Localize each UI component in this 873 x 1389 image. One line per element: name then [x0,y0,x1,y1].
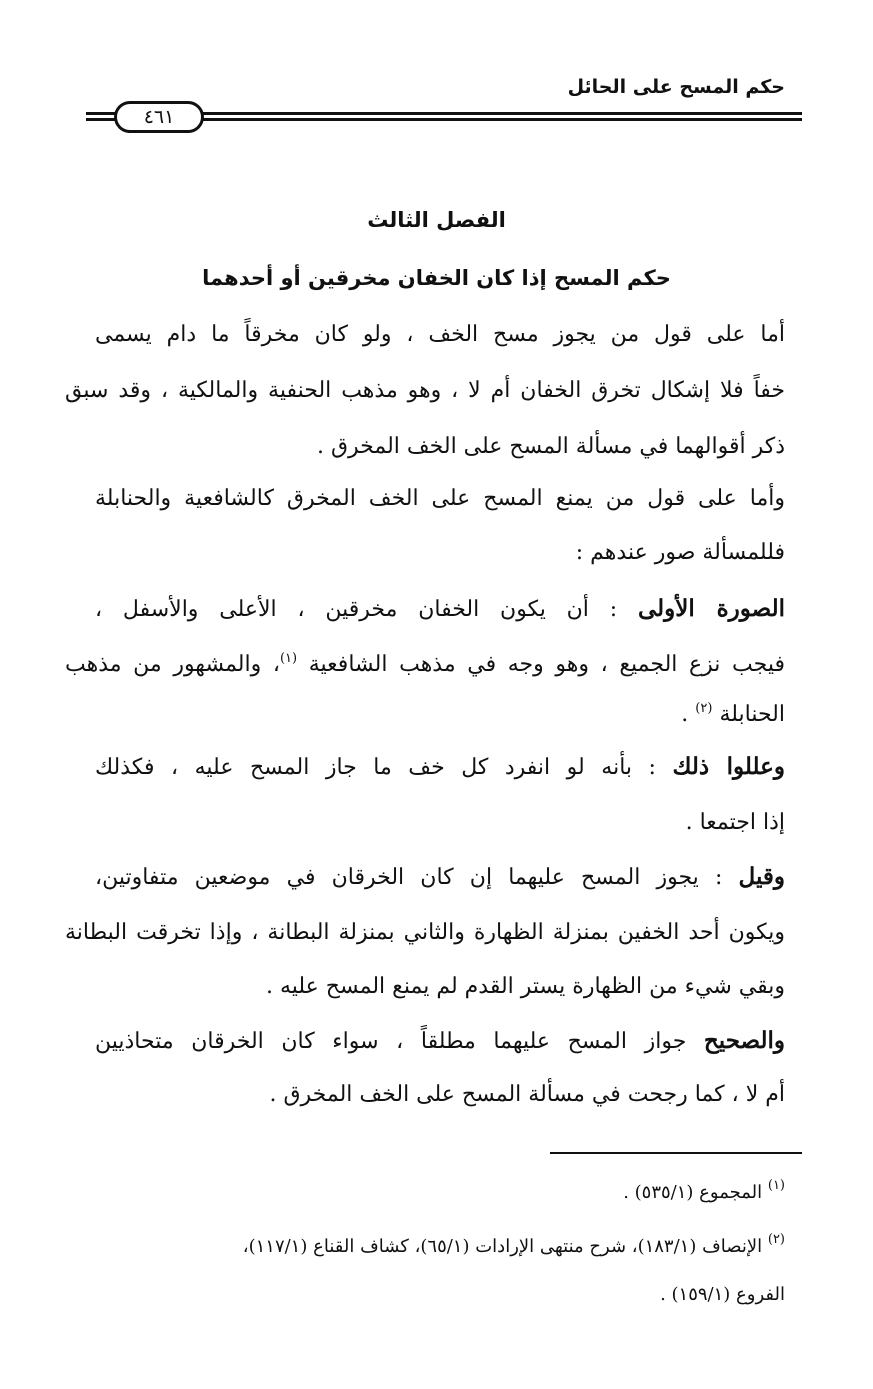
section-title: حكم المسح إذا كان الخفان مخرقين أو أحدهما [202,266,671,290]
p1-line2: خفاً فلا إشكال تخرق الخفان أم لا ، وهو مذهب الحنفية والمالكية ، وقد سبق [65,378,785,403]
p3-line3 [65,700,785,730]
footnote-ref-1[interactable]: (١) [279,651,298,666]
p2-line1: وأما على قول من يمنع المسح على الخف المخرق كالشافعية والحنابلة [95,486,785,511]
p3-line2 [65,650,785,680]
footnote-2 [95,1234,785,1260]
footnote-2-line2: الفروع (١٥٩/١) . [660,1284,785,1305]
footnote-ref-2[interactable]: (٢) [695,701,713,716]
footnote-separator [550,1152,802,1154]
p3-term: الصورة الأولى [637,595,785,622]
p4-line1-text: : بأنه لو انفرد كل خف ما جاز المسح عليه ، فكذلك [95,755,656,780]
page-number: ٤٦١ [143,106,175,128]
footnote-1 [95,1180,785,1206]
p5-line3: وبقي شيء من الظهارة يستر القدم لم يمنع المسح عليه . [265,974,785,999]
p3-line2-text-b: ، والمشهور من مذهب [65,652,280,677]
p5-term: وقيل [738,863,785,890]
running-header-title: حكم المسح على الحائل [567,76,785,98]
p3-line2-text-a: فيجب نزع الجميع ، وهو وجه في مذهب الشافعية [308,652,786,677]
footnote-1-text: المجموع (٥٣٥/١) . [623,1182,763,1203]
p1-line1: أما على قول من يجوز مسح الخف ، ولو كان مخرقاً ما دام يسمى [95,322,785,347]
p4-line1 [95,752,785,783]
p6-line1-text: جواز المسح عليهما مطلقاً ، سواء كان الخرقان متحاذيين [95,1029,687,1054]
p4-term: وعللوا ذلك [672,753,785,780]
footnote-1-mark: (١) [767,1178,785,1193]
p3-line1 [95,594,785,625]
p6-term: والصحيح [703,1027,785,1054]
footnote-2-mark: (٢) [767,1232,785,1247]
p3-line3-text-a: الحنابلة [719,702,785,727]
p5-line2: ويكون أحد الخفين بمنزلة الظهارة والثاني بمنزلة البطانة ، وإذا تخرقت البطانة [65,920,785,945]
header-rule [86,98,802,130]
p4-line2: إذا اجتمعا . [685,810,785,835]
p5-line1 [95,862,785,893]
p1-line3: ذكر أقوالهما في مسألة المسح على الخف المخرق . [316,434,785,459]
chapter-title: الفصل الثالث [367,208,506,232]
p6-line1 [95,1026,785,1057]
footnote-2-text: الإنصاف (١٨٣/١)، شرح منتهى الإرادات (٦٥/١)، كشاف القناع (١١٧/١)، [242,1236,763,1257]
p3-line3-text-b: . [681,702,689,727]
p3-line1-text: : أن يكون الخفان مخرقين ، الأعلى والأسفل ، [95,597,618,622]
page-number-badge [114,101,204,133]
p2-line2: فللمسألة صور عندهم : [575,540,785,565]
p6-line2: أم لا ، كما رجحت في مسألة المسح على الخف المخرق . [269,1082,785,1107]
p5-line1-text: : يجوز المسح عليهما إن كان الخرقان في موضعين متفاوتين، [95,865,723,890]
